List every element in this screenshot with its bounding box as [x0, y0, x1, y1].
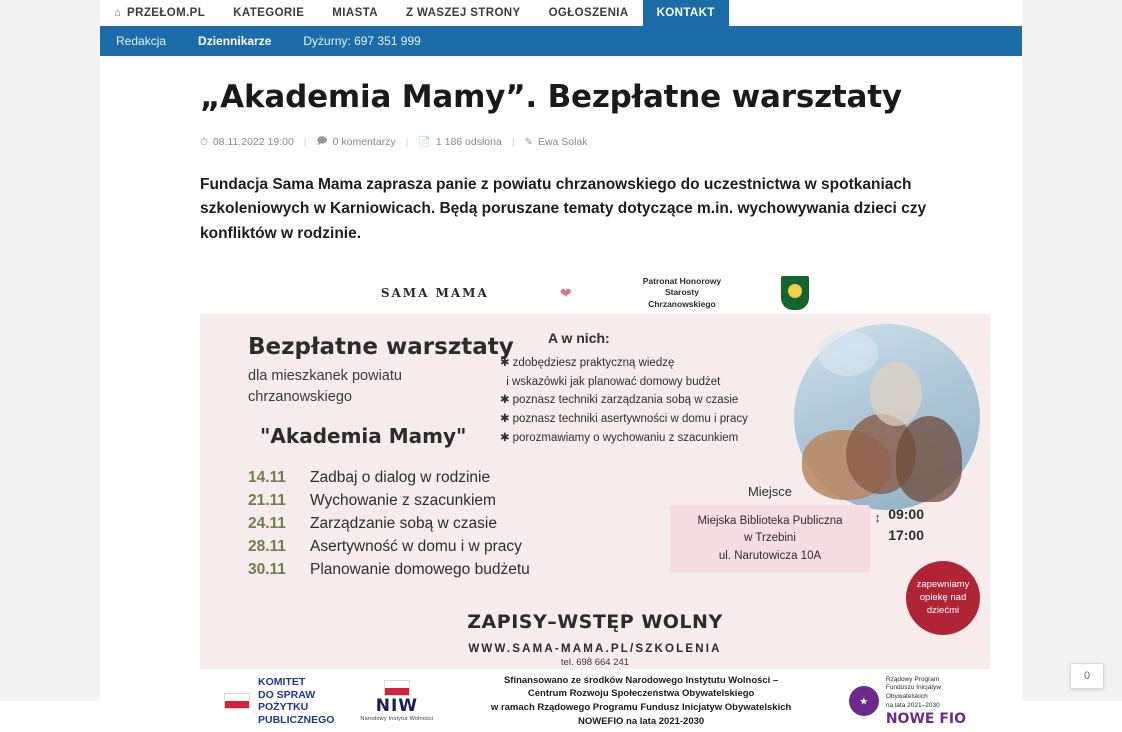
meta-date — [200, 136, 294, 148]
poster-photo — [794, 324, 980, 510]
nav-item-label: KATEGORIE — [233, 7, 305, 19]
poster-body — [200, 314, 990, 669]
niw-logo — [360, 680, 433, 722]
poster-venue — [670, 484, 870, 573]
star-icon: ✱ — [500, 357, 510, 370]
page-title: „Akademia Mamy”. Bezpłatne warsztaty — [200, 79, 902, 115]
meta-views — [418, 136, 501, 148]
poster-subtitle-2: chrzanowskiego — [248, 389, 352, 406]
polish-flag-icon — [384, 680, 410, 696]
heart-icon: ❤ — [559, 285, 572, 302]
schedule-date: 30.11 — [248, 561, 286, 579]
star-icon — [500, 376, 503, 388]
article-poster-image — [200, 272, 990, 732]
fundacja-heart-icon — [549, 278, 583, 308]
schedule-topic: Wychowanie z szacunkiem — [310, 492, 496, 510]
star-icon: ✱ — [500, 431, 510, 444]
comment-icon: 🗩 — [316, 135, 328, 147]
childcare-badge: zapewniamy opiekę nad dziećmi — [906, 561, 980, 635]
poster-website: WWW.SAMA-MAMA.PL/SZKOLENIA — [468, 643, 722, 656]
niw-caption: Narodowy Instytut Wolności — [360, 716, 434, 723]
komitet-text: KOMITET DO SPRAW POŻYTKU PUBLICZNEGO — [258, 675, 335, 726]
schedule-date: 14.11 — [248, 469, 286, 487]
hours-from: 09:00 — [888, 506, 924, 523]
financing-line-1: Sfinansowano ze środków Narodowego Instytutu Wolności – — [503, 674, 779, 686]
photo-shape — [870, 362, 922, 426]
schedule-row — [248, 469, 530, 487]
comments-counter-badge[interactable]: 0 — [1070, 663, 1104, 689]
poster-schedule — [248, 469, 530, 584]
star-icon: ✱ — [500, 394, 510, 407]
financing-line-2: Centrum Rozwoju Społeczeństwa Obywatelskiego — [527, 688, 755, 700]
nav-item-label: OGŁOSZENIA — [548, 7, 629, 19]
nav-item-ogloszenia[interactable] — [535, 0, 643, 26]
list-item — [500, 410, 800, 429]
document-icon: 📄 — [418, 136, 431, 148]
list-item — [500, 429, 800, 448]
schedule-date: 21.11 — [248, 492, 286, 510]
benefit-text: poznasz techniki asertywności w domu i pracy — [512, 412, 748, 425]
pencil-icon: ✎ — [524, 136, 533, 148]
venue-line-3: ul. Narutowicza 10A — [718, 549, 822, 562]
meta-separator: | — [303, 136, 307, 149]
patronat-text: Patronat Honorowy Starosty Chrzanowskiego — [642, 275, 722, 309]
poster-title: Bezpłatne warsztaty — [248, 334, 514, 361]
schedule-row — [248, 561, 530, 579]
venue-line-2: w Trzebini — [744, 532, 796, 545]
article-meta — [200, 134, 982, 151]
hours-to: 17:00 — [888, 527, 924, 544]
benefit-text: porozmawiamy o wychowaniu z szacunkiem — [512, 431, 739, 444]
niw-mark: NIW — [375, 696, 419, 717]
coat-of-arms-icon — [781, 276, 809, 310]
benefits-list — [500, 354, 800, 447]
komitet-logo — [224, 676, 334, 726]
meta-comments-value: 0 komentarzy — [332, 136, 396, 149]
subnav-item-redakcja[interactable]: Redakcja — [116, 34, 167, 48]
schedule-topic: Planowanie domowego budżetu — [310, 561, 530, 579]
poster-phone: tel. 698 664 241 — [560, 657, 630, 669]
financing-line-4: NOWEFIO na lata 2021-2030 — [578, 715, 705, 727]
poster-program-name: "Akademia Mamy" — [260, 424, 467, 449]
poster-benefits — [500, 330, 800, 447]
schedule-row — [248, 538, 530, 556]
list-item — [500, 391, 800, 410]
sub-navigation — [100, 26, 1022, 56]
meta-date-value: 08.11.2022 19:00 — [212, 136, 294, 149]
photo-shape — [896, 416, 962, 502]
financing-note — [459, 674, 822, 729]
meta-separator: | — [511, 136, 515, 149]
benefit-text: i wskazówki jak planować domowy budżet — [506, 375, 721, 388]
fio-big-label: NOWE FIO — [885, 710, 966, 727]
nav-item-label: MIASTA — [332, 7, 378, 19]
meta-views-value: 1 186 odsłona — [435, 136, 502, 149]
financing-line-3: w ramach Rządowego Programu Fundusz Inicjatyw Obywatelskich — [490, 702, 792, 714]
main-navigation — [100, 0, 1022, 26]
nav-item-przelom[interactable] — [100, 0, 219, 26]
schedule-topic: Asertywność w domu i w pracy — [310, 538, 522, 556]
benefit-text: poznasz techniki zarządzania sobą w czasie — [512, 394, 739, 407]
nav-item-z-waszej-strony[interactable] — [392, 0, 535, 26]
polish-flag-icon — [224, 693, 250, 709]
poster-subtitle-1: dla mieszkanek powiatu — [248, 368, 402, 385]
venue-box — [670, 505, 870, 573]
list-item — [500, 354, 800, 373]
photo-shape — [818, 330, 878, 376]
poster-logo-strip — [200, 272, 990, 314]
venue-title: Miejsce — [747, 484, 793, 500]
right-rail — [1022, 0, 1122, 701]
subnav-item-dyzurny[interactable]: Dyżurny: 697 351 999 — [303, 34, 421, 48]
schedule-topic: Zarządzanie sobą w czasie — [310, 515, 497, 533]
poster-hours — [874, 504, 924, 546]
nav-item-kategorie[interactable] — [219, 0, 318, 26]
venue-line-1: Miejska Biblioteka Publiczna — [697, 515, 843, 528]
schedule-date: 28.11 — [248, 538, 286, 556]
nav-item-miasta[interactable] — [318, 0, 392, 26]
clock-icon: ⏱ — [200, 136, 208, 148]
left-rail — [0, 0, 100, 701]
sama-mama-logo: SAMA MAMA — [380, 286, 489, 301]
subnav-item-dziennikarze[interactable]: Dziennikarze — [198, 34, 272, 48]
updown-arrow-icon: ↕ — [874, 510, 881, 526]
schedule-date: 24.11 — [248, 515, 286, 533]
nav-item-kontakt[interactable] — [643, 0, 729, 26]
fio-program-text: Rządowy Program Funduszu Inicjatyw Obywatelskich na lata 2021–2030 — [885, 675, 942, 709]
fio-logo — [849, 676, 966, 727]
article-lead: Fundacja Sama Mama zaprasza panie z powiatu chrzanowskiego do uczestnictwa w spotkaniach szkoleniowych w Karniowicach. Będą poruszane tematy dotyczące m.in. wychowywania dzieci czy konfliktów w rodzinie. — [200, 175, 927, 242]
poster-cta: ZAPISY–WSTĘP WOLNY — [467, 611, 723, 634]
nav-item-label: Z WASZEJ STRONY — [405, 7, 521, 19]
list-item — [500, 373, 800, 392]
schedule-row — [248, 492, 530, 510]
nav-item-label: KONTAKT — [656, 7, 715, 19]
home-icon: ⌂ — [114, 7, 122, 19]
fio-circle-icon: ⋆ — [849, 686, 879, 716]
benefit-text: zdobędziesz praktyczną wiedzę — [512, 357, 675, 370]
meta-author-value: Ewa Solak — [537, 136, 588, 149]
nav-item-label: PRZEŁOM.PL — [127, 7, 206, 19]
schedule-topic: Zadbaj o dialog w rodzinie — [310, 469, 491, 487]
schedule-row — [248, 515, 530, 533]
meta-author[interactable] — [525, 136, 588, 148]
poster-footer — [200, 669, 990, 729]
benefits-title: A w nich: — [548, 330, 610, 347]
meta-comments[interactable] — [317, 134, 396, 151]
article-content — [100, 56, 1022, 727]
star-icon: ✱ — [500, 412, 510, 425]
meta-separator: | — [405, 136, 409, 149]
